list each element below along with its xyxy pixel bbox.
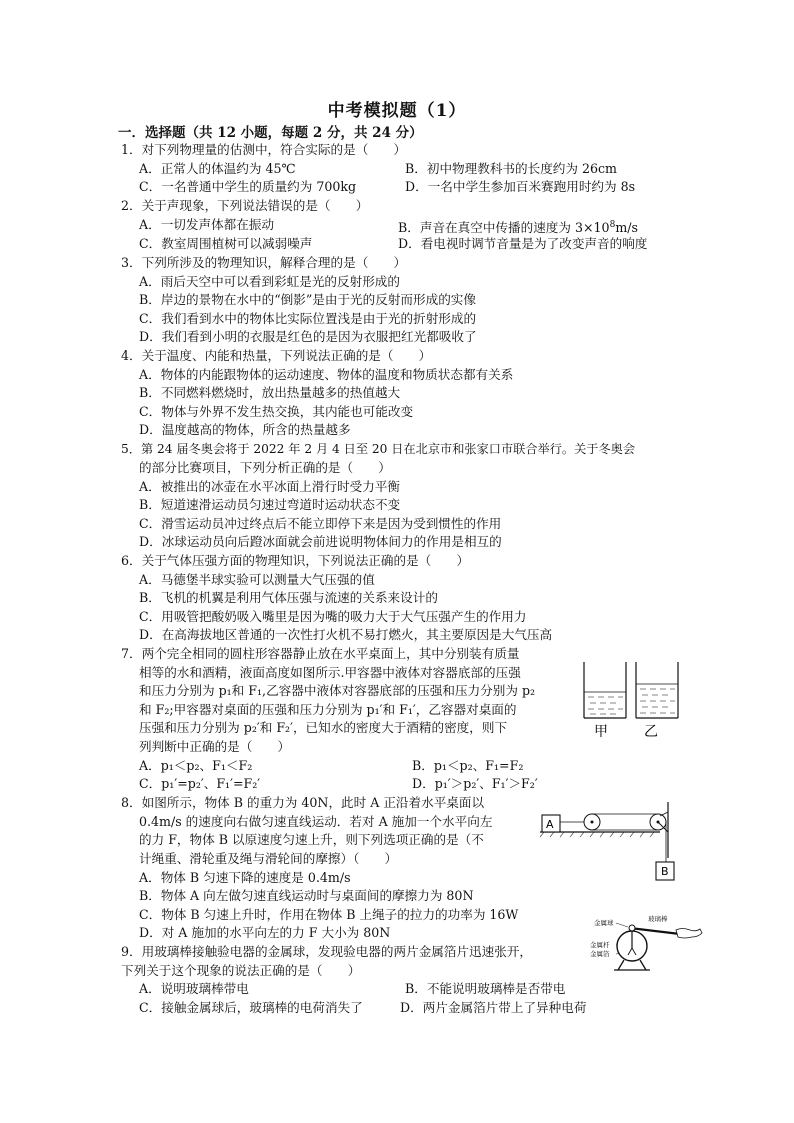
block-a-label: A (546, 818, 554, 831)
q2-option-b-text: B．声音在真空中传播的速度为 3×10 (398, 220, 610, 236)
q9-electroscope-figure (588, 912, 708, 976)
q7-stem-line-6: 列判断中正确的是（ ） (139, 739, 291, 754)
q2-option-c: C．教室周围植树可以减弱噪声 (139, 236, 313, 251)
q8-stem-line-4: 计绳重、滑轮重及绳与滑轮间的摩擦）（ ） (139, 851, 398, 866)
q6-option-a: A．马德堡半球实验可以测量大气压强的值 (139, 572, 375, 587)
section-heading: 一．选择题（共 12 小题，每题 2 分，共 24 分） (118, 125, 423, 141)
q4-stem: 4．关于温度、内能和热量，下列说法正确的是（ ） (121, 348, 432, 363)
q3-stem: 3．下列所涉及的物理知识，解释合理的是（ ） (121, 255, 407, 270)
q2-option-d: D．看电视时调节音量是为了改变声音的响度 (398, 236, 648, 251)
q9-option-b: B．不能说明玻璃棒是否带电 (405, 981, 566, 996)
q8-stem-line-1: 8．如图所示，物体 B 的重力为 40N，此时 A 正沿着水平桌面以 (121, 795, 485, 810)
q9-option-a: A．说明玻璃棒带电 (139, 981, 249, 996)
q8-pulley-figure (540, 798, 680, 884)
q5-option-a: A．被推出的冰壶在水平冰面上滑行时受力平衡 (139, 479, 400, 494)
q5-stem-line-1: 5．第 24 届冬奥会将于 2022 年 2 月 4 日至 20 日在北京市和张家口市联合举行。关于冬奥会 (121, 442, 636, 456)
container-jia (584, 662, 626, 718)
q4-option-c: C．物体与外界不发生热交换，其内能也可能改变 (139, 404, 414, 419)
label-glass-rod: 玻璃棒 (648, 915, 668, 923)
q8-option-a: A．物体 B 匀速下降的速度是 0.4m/s (139, 870, 351, 885)
q2-option-b (398, 216, 638, 237)
label-metal-shaft: 金属杆 (590, 941, 610, 949)
q5-option-d: D．冰球运动员向后蹬冰面就会前进说明物体间力的作用是相互的 (139, 534, 502, 549)
q3-option-b: B．岸边的景物在水中的“倒影”是由于光的反射而形成的实像 (139, 292, 476, 307)
q7-option-d: D．p₁′＞p₂′、F₁′＞F₂′ (412, 776, 538, 791)
q1-option-b: B．初中物理教科书的长度约为 26cm (405, 161, 617, 176)
q4-option-b: B．不同燃料燃烧时，放出热量越多的热值越大 (139, 385, 401, 400)
q9-option-d: D．两片金属箔片带上了异种电荷 (400, 1000, 587, 1015)
q1-stem: 1．对下列物理量的估测中，符合实际的是（ ） (121, 142, 407, 157)
page-title: 中考模拟题（1） (327, 101, 467, 121)
q8-stem-line-3: 的力 F，物体 B 以原速度匀速上升，则下列选项正确的是（不 (139, 832, 484, 847)
container-label-jia: 甲 (594, 724, 608, 740)
q9-stem-line-1: 9．用玻璃棒接触验电器的金属球，发现验电器的两片金属箔片迅速张开， (121, 944, 533, 959)
container-yi (636, 662, 678, 718)
q1-option-c: C．一名普通中学生的质量约为 700kg (139, 179, 357, 194)
q8-option-b: B．物体 A 向左做匀速直线运动时与桌面间的摩擦力为 80N (139, 888, 474, 903)
q6-option-c: C．用吸管把酸奶吸入嘴里是因为嘴的吸力大于大气压强产生的作用力 (139, 609, 527, 624)
metal-ball (629, 925, 635, 931)
container-label-yi: 乙 (644, 724, 658, 740)
block-b-label: B (661, 865, 669, 878)
hand-icon (676, 929, 702, 939)
q7-option-a: A．p₁＜p₂、F₁＜F₂ (139, 758, 253, 773)
q6-option-b: B．飞机的机翼是利用气体压强与流速的关系来设计的 (139, 590, 438, 605)
q8-stem-line-2: 0.4m/s 的速度向右做匀速直线运动．若对 A 施加一个水平向左 (139, 814, 493, 829)
q9-stem-line-2: 下列关于这个现象的说法正确的是（ ） (121, 963, 361, 978)
q6-option-d: D．在高海拔地区普通的一次性打火机不易打燃火，其主要原因是大气压高 (139, 627, 553, 642)
q1-option-d: D．一名中学生参加百米赛跑用时约为 8s (405, 179, 636, 194)
q2-option-a: A．一切发声体都在振动 (139, 217, 275, 232)
q8-option-c: C．物体 B 匀速上升时，作用在物体 B 上绳子的拉力的功率为 16W (139, 907, 519, 922)
q2-stem: 2．关于声现象，下列说法错误的是（ ） (121, 198, 369, 213)
q5-option-c: C．滑雪运动员冲过终点后不能立即停下来是因为受到惯性的作用 (139, 516, 502, 531)
q4-option-a: A．物体的内能跟物体的运动速度、物体的温度和物质状态都有关系 (139, 367, 514, 382)
q7-stem-line-1: 7．两个完全相同的圆柱形容器静止放在水平桌面上，其中分别装有质量 (121, 646, 520, 661)
q6-stem: 6．关于气体压强方面的物理知识，下列说法正确的是（ ） (121, 553, 470, 568)
q7-stem-line-3: 和压力分别为 p₁和 F₁,乙容器中液体对容器底部的压强和压力分别为 p₂ (139, 683, 536, 698)
q2-option-b-unit: m/s (615, 220, 638, 236)
label-metal-foil: 金属箔 (590, 950, 610, 958)
q3-option-c: C．我们看到水中的物体比实际位置浅是由于光的折射形成的 (139, 311, 477, 326)
label-metal-ball: 金属球 (594, 919, 614, 927)
q3-option-d: D．我们看到小明的衣服是红色的是因为衣服把红光都吸收了 (139, 329, 477, 344)
q7-stem-line-2: 相等的水和酒精，液面高度如图所示.甲容器中液体对容器底部的压强 (139, 665, 521, 680)
q9-option-c: C．接触金属球后，玻璃棒的电荷消失了 (139, 1000, 363, 1015)
q8-option-d: D．对 A 施加的水平向左的力 F 大小为 80N (139, 925, 391, 940)
q7-containers-figure (580, 660, 690, 742)
q2-option-b-exponent: 8 (609, 220, 616, 230)
q5-option-b: B．短道速滑运动员匀速过弯道时运动状态不变 (139, 497, 401, 512)
q1-option-a: A．正常人的体温约为 45℃ (139, 161, 296, 176)
q3-option-a: A．雨后天空中可以看到彩虹是光的反射形成的 (139, 274, 400, 289)
q4-option-d: D．温度越高的物体，所含的热量越多 (139, 422, 351, 437)
q7-option-b: B．p₁＜p₂、F₁=F₂ (412, 758, 524, 773)
q7-stem-line-5: 压强和压力分别为 p₂′和 F₂′，已知水的密度大于酒精的密度，则下 (139, 720, 508, 735)
q5-stem-line-2: 的部分比赛项目，下列分析正确的是（ ） (139, 460, 391, 475)
q7-option-c: C．p₁′=p₂′、F₁′=F₂′ (139, 776, 261, 791)
q7-stem-line-4: 和 F₂;甲容器对桌面的压强和压力分别为 p₁′和 F₁′，乙容器对桌面的 (139, 702, 517, 717)
